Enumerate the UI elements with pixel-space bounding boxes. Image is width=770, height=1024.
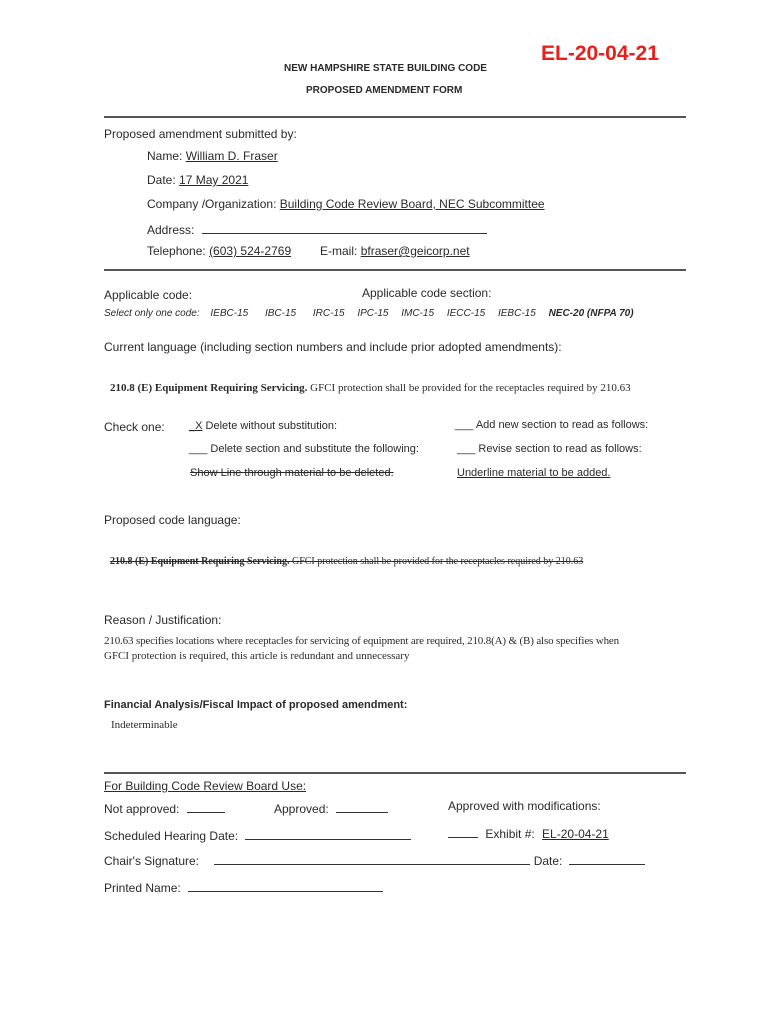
- code-option: IECC-15: [446, 308, 486, 319]
- telephone-value: (603) 524-2769: [209, 244, 292, 258]
- hearing-blank: [245, 827, 411, 840]
- company-value: Building Code Review Board, NEC Subcommittee: [279, 197, 545, 211]
- proposed-section-body: GFCI protection shall be provided for the receptacles required by 210.63: [289, 556, 584, 567]
- reason-line-1: 210.63 specifies locations where receptacles for servicing of equipment are required, 210.8(A) & (B) also specifies when: [104, 635, 620, 647]
- proposed-language-label: Proposed code language:: [104, 513, 241, 527]
- approved-label: Approved:: [274, 802, 329, 816]
- email-value: bfraser@geicorp.net: [360, 244, 470, 258]
- name-label: Name:: [147, 149, 183, 163]
- name-value: William D. Fraser: [185, 149, 278, 163]
- code-option: IMC-15: [401, 308, 435, 319]
- email-label: E-mail:: [320, 244, 358, 258]
- proposed-section-title: 210.8 (E) Equipment Requiring Servicing.: [110, 556, 290, 567]
- chair-row: [104, 852, 645, 868]
- current-section-body: GFCI protection shall be provided for the receptacles required by 210.63: [307, 382, 631, 394]
- financial-value: Indeterminable: [111, 719, 178, 731]
- exhibit-value: EL-20-04-21: [542, 827, 609, 841]
- printed-name-label: Printed Name:: [104, 881, 181, 895]
- select-only-label: Select only one code:: [104, 308, 200, 319]
- financial-divider: [104, 772, 686, 774]
- show-line-instruction: Show Line through material to be deleted.: [190, 467, 394, 479]
- chair-label: Chair's Signature:: [104, 854, 200, 868]
- exhibit-check-blank: [448, 825, 478, 838]
- approved-row: [274, 800, 388, 816]
- code-option-selected: NEC-20 (NFPA 70): [548, 308, 634, 319]
- submitter-heading: Proposed amendment submitted by:: [104, 127, 297, 141]
- email-row: [320, 244, 470, 258]
- date-label: Date:: [147, 173, 176, 187]
- check-one-label: Check one:: [104, 420, 165, 434]
- address-row: [147, 221, 487, 237]
- revise-mark: ___: [457, 443, 476, 455]
- not-approved-label: Not approved:: [104, 802, 180, 816]
- delete-without-label: Delete without substitution:: [205, 420, 337, 432]
- hearing-row: [104, 827, 411, 843]
- address-blank: [202, 221, 487, 234]
- chair-blank: [214, 852, 530, 865]
- option-revise[interactable]: [457, 443, 642, 455]
- delete-substitute-label: Delete section and substitute the following:: [210, 443, 419, 455]
- code-option: IEBC-15: [497, 308, 536, 319]
- not-approved-blank: [187, 800, 225, 813]
- revise-label: Revise section to read as follows:: [478, 443, 642, 455]
- printed-name-row: [104, 879, 383, 895]
- printed-name-blank: [188, 879, 383, 892]
- option-delete-substitute[interactable]: [189, 443, 419, 455]
- form-id: EL-20-04-21: [541, 42, 659, 65]
- exhibit-label: Exhibit #:: [485, 827, 535, 841]
- telephone-row: [147, 244, 291, 258]
- approved-mods-label: Approved with modifications:: [448, 799, 601, 813]
- telephone-label: Telephone:: [147, 244, 206, 258]
- option-delete-without[interactable]: [189, 420, 337, 432]
- current-language-text: [110, 382, 631, 394]
- code-option: IBC-15: [264, 308, 297, 319]
- applicable-code-label: Applicable code:: [104, 288, 193, 302]
- option-add-new[interactable]: [455, 419, 648, 431]
- delete-without-mark: _X: [189, 420, 203, 432]
- current-section-title: 210.8 (E) Equipment Requiring Servicing.: [110, 382, 308, 394]
- address-label: Address:: [147, 223, 195, 237]
- company-label: Company /Organization:: [147, 197, 277, 211]
- reason-label: Reason / Justification:: [104, 613, 222, 627]
- company-row: [147, 197, 545, 211]
- not-approved-row: [104, 800, 225, 816]
- applicable-section-label: Applicable code section:: [362, 286, 492, 300]
- board-heading: For Building Code Review Board Use:: [104, 779, 307, 793]
- code-option: IPC-15: [357, 308, 389, 319]
- current-language-label: Current language (including section numbers and include prior adopted amendments):: [104, 340, 562, 354]
- code-option: IRC-15: [312, 308, 345, 319]
- code-option: IEBC-15: [210, 308, 249, 319]
- submitter-divider: [104, 269, 686, 271]
- underline-instruction: Underline material to be added.: [457, 467, 611, 479]
- code-options-row: [104, 308, 634, 319]
- delete-substitute-mark: ___: [189, 443, 208, 455]
- hearing-label: Scheduled Hearing Date:: [104, 829, 239, 843]
- date-row: [147, 173, 248, 187]
- date-value: 17 May 2021: [179, 173, 249, 187]
- exhibit-row: [448, 825, 609, 841]
- header-divider: [104, 116, 686, 118]
- proposed-language-text: [110, 556, 583, 567]
- chair-date-blank: [569, 852, 645, 865]
- form-subtitle: PROPOSED AMENDMENT FORM: [306, 85, 463, 96]
- financial-label: Financial Analysis/Fiscal Impact of proposed amendment:: [104, 699, 408, 711]
- add-new-label: Add new section to read as follows:: [475, 419, 649, 431]
- chair-date-label: Date:: [533, 854, 563, 868]
- name-row: [147, 149, 278, 163]
- reason-line-2: GFCI protection is required, this article is redundant and unnecessary: [104, 650, 410, 662]
- approved-blank: [336, 800, 388, 813]
- add-new-mark: ___: [455, 419, 474, 431]
- form-title: NEW HAMPSHIRE STATE BUILDING CODE: [284, 63, 487, 74]
